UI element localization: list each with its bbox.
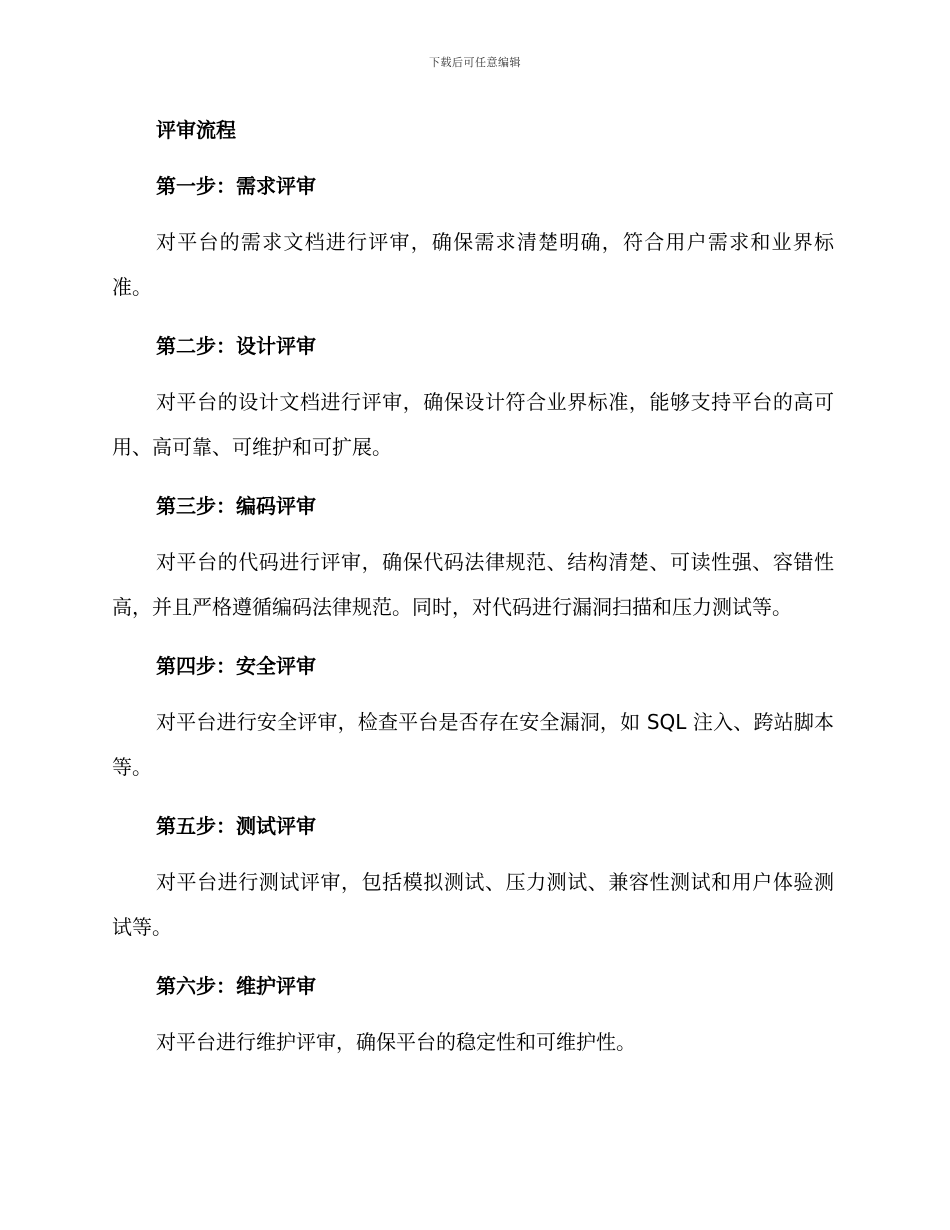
document-body: [112, 110, 834, 1065]
step-body: 对平台进行维护评审，确保平台的稳定性和可维护性。: [156, 1030, 636, 1054]
step-section-5: [112, 806, 834, 950]
step-body: 对平台的需求文档进行评审，确保需求清楚明确，符合用户需求和业界标准。: [112, 230, 834, 299]
step-heading: 第二步：设计评审: [156, 334, 316, 358]
header-note: 下载后可任意编辑: [429, 56, 521, 69]
step-section-3: [112, 486, 834, 630]
step-heading: 第四步：安全评审: [156, 654, 316, 678]
step-section-2: [112, 326, 834, 470]
step-heading: 第一步：需求评审: [156, 174, 316, 198]
step-body: 对平台进行测试评审，包括模拟测试、压力测试、兼容性测试和用户体验测试等。: [112, 870, 834, 939]
step-heading: 第五步：测试评审: [156, 814, 316, 838]
step-body: 对平台的代码进行评审，确保代码法律规范、结构清楚、可读性强、容错性高，并且严格遵循编码法律规范。同时，对代码进行漏洞扫描和压力测试等。: [112, 550, 834, 619]
step-heading: 第六步：维护评审: [156, 974, 316, 998]
step-heading: 第三步：编码评审: [156, 494, 316, 518]
step-section-4: [112, 646, 834, 790]
step-body: 对平台的设计文档进行评审，确保设计符合业界标准，能够支持平台的高可用、高可靠、可维护和可扩展。: [112, 390, 834, 459]
step-section-1: [112, 166, 834, 310]
document-title: 评审流程: [156, 118, 236, 142]
step-body: 对平台进行安全评审，检查平台是否存在安全漏洞，如 SQL 注入、跨站脚本等。: [112, 710, 834, 779]
step-section-6: [112, 966, 834, 1065]
